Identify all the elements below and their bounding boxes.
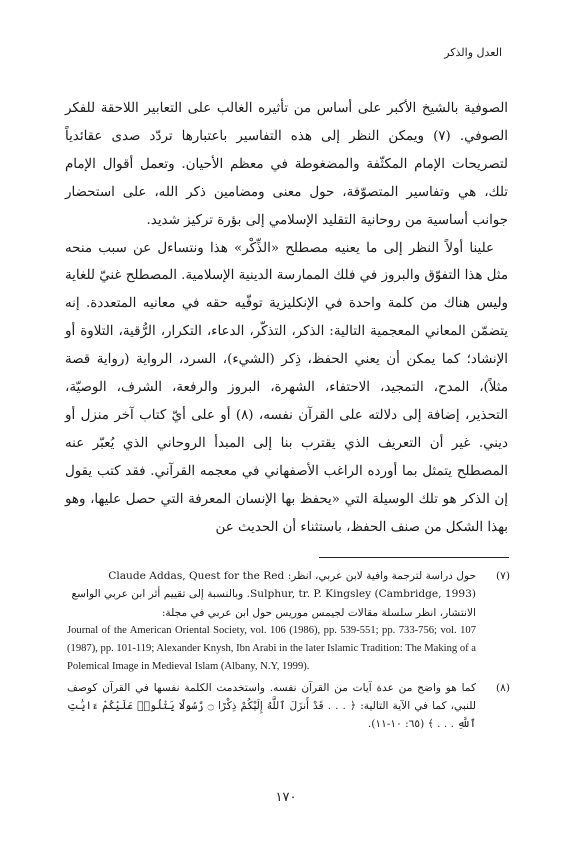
page-number: ١٧٠: [275, 790, 297, 805]
footnote-7-number: (٧): [496, 570, 510, 582]
paragraph-1: الصوفية بالشيخ الأكبر على أساس من تأثيره الغالب على التعابير اللاحقة للفكر الصوفي. (٧) ويمكن النظر إلى هذه التفاسير باعتبارها تردّد صدى عقائدياً لتصريحات الإمام المكثّفة والمضغوطة في معظم الأحيان. وتعمل أقوال الإمام تلك، هي وتفاسير المتصوّفة، حول معنى ومضامين ذكر الله، على استحضار جوانب أساسية من روحانية التقليد الإسلامي إلى بؤرة تركيز شديد.: [65, 101, 508, 228]
footnote-7-line-3: الانتشار، انظر سلسلة مقالات لجيمس موريس حول ابن عربي في مجلة:: [161, 606, 476, 619]
paragraph-2: علينا أولاً النظر إلى ما يعنيه مصطلح «الذِّكْر» هذا ونتساءل عن سبب منحه مثل هذا التفوّق والبروز في فلك الممارسة الدينية الإسلامية. المصطلح غنيّ للغاية وليس هناك من كلمة واحدة في الإنكليزية توفّيه حقه في معانيه المتعددة. إنه يتضمّن المعاني المعجمية التالية: الذكر، التذكّر، الدعاء، التكرار، الرُّقية، التلاوة أو الإنشاد؛ كما يمكن أن يعني الحفظ، ذِكر (الشيء)، السرد، الرواية (رواية قصة مثلاً)، المدح، التمجيد، الاحتفاء، الشهرة، البروز والرفعة، الشرف، الوصيّة، التحذير، إضافة إلى دلالته على القرآن نفسه، (٨) أو على أيّ كتاب آخر منزل أو ديني. غير أن التعريف الذي يقترب بنا إلى المبدأ الروحاني الذي يُعبّر عنه المصطلح يتمثل بما أورده الراغب الأصفهاني في معجمه القرآني. فقد كتب يقول إن الذكر هو تلك الوسيلة التي «يحفظ بها الإنسان المعرفة التي حصل عليها، وهو بهذا الشكل من صنف الحفظ، باستثناء أن الحديث عن: [65, 240, 508, 535]
running-head: العدل والذكر: [444, 46, 502, 59]
footnote-7: [67, 567, 510, 677]
main-text: [65, 95, 508, 542]
footnote-7-citation: Journal of the American Oriental Society, vol. 106 (1986), pp. 539-551; pp. 733-756; vol. 107 (1987), pp. 101-119; Alexander Knysh, Ibn Arabi in the later Islamic Tradition: The Making of a Polemical Image in Medieval Islam (Albany, N.Y, 1999).: [67, 624, 476, 673]
footnote-divider: [319, 557, 509, 558]
footnote-8: [67, 679, 510, 734]
footnote-8-number: (٨): [496, 681, 510, 694]
footnote-7-line-2: Sulphur, tr. P. Kingsley (Cambridge, 1993). وبالنسبة إلى تقييم أثر ابن عربي الواسع: [71, 588, 476, 601]
footnote-7-line-1: حول دراسة لترجمة وافية لابن عربي، انظر: Claude Addas, Quest for the Red: [108, 570, 476, 582]
footnotes: [67, 567, 510, 734]
footnote-8-text: كما هو واضح من عدة آيات من القرآن نفسه. واستخدمت الكلمة نفسها في القرآن كوصف للنبي، كما في الآية التالية: ﴿ . . . قَدْ أَنزَلَ ٱللَّهُ إِلَيْكُمْ ذِكْرًا ۝ رَّسُولًا يَتْلُوا۟ عَلَيْكُمْ ءَايَٰتِ ٱللَّهِ . . . ﴾ (٦٥: ١٠-١١).: [67, 681, 476, 731]
